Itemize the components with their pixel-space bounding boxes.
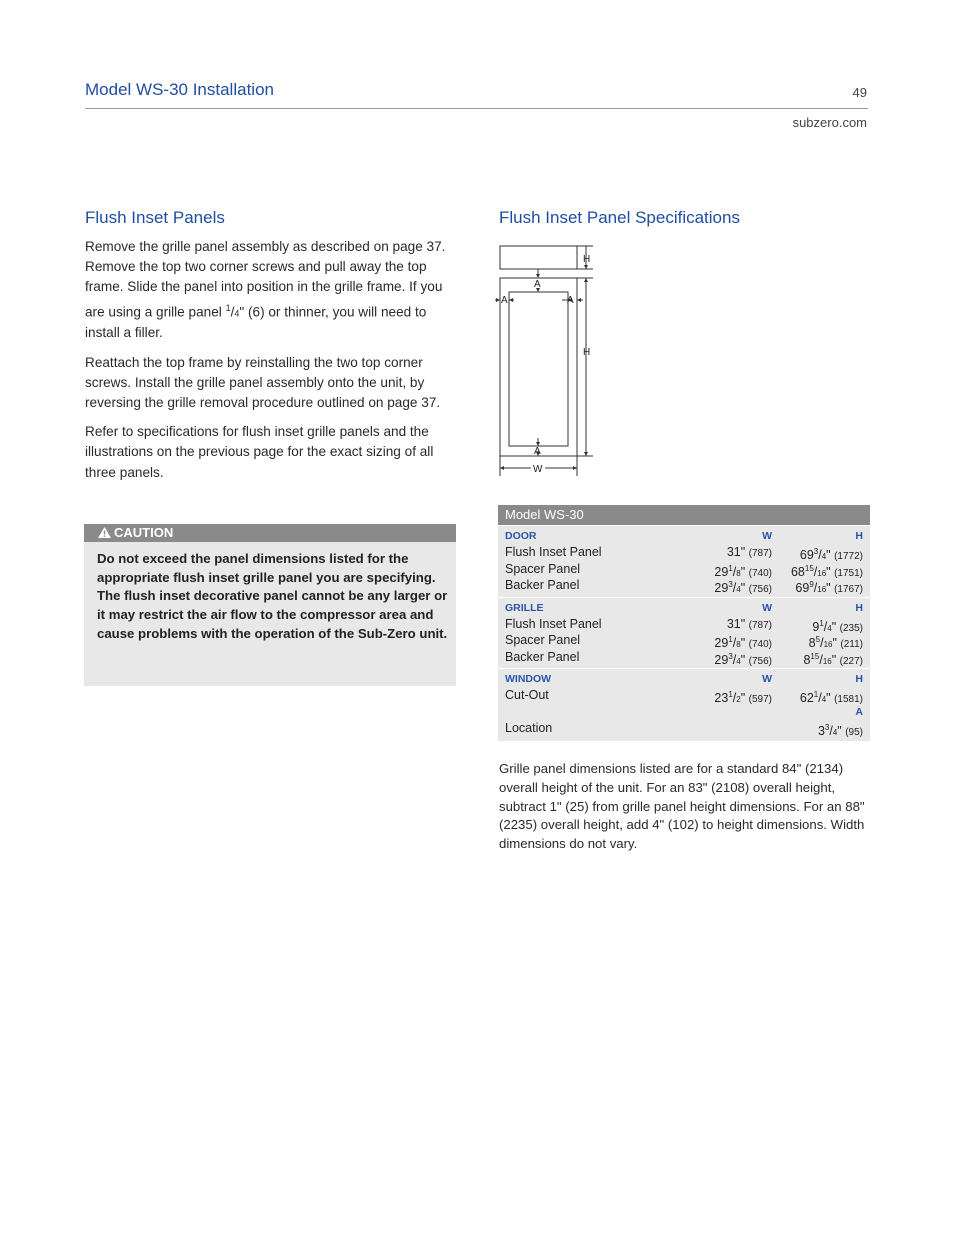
height-value: $8^5/16$" (211)	[808, 635, 863, 651]
spec-rows	[505, 544, 863, 594]
table-row	[505, 632, 863, 649]
fraction-denominator: 4	[234, 308, 240, 319]
instructions-paragraph-2: Reattach the top frame by reinstalling the two top corner screws. Install the grille panel assembly onto the unit, by reversing the grille removal procedure outlined on page 37.	[85, 354, 441, 410]
col-header-w: W	[762, 530, 772, 542]
location-value: $3^3/4$" (95)	[817, 722, 863, 738]
group-label: WINDOW	[505, 673, 552, 685]
table-row	[505, 616, 863, 633]
dim-label-h-door: H	[583, 347, 591, 358]
panel-dimension-diagram	[495, 240, 605, 480]
spec-group-grille	[498, 598, 870, 669]
col-header-h: H	[855, 601, 863, 614]
height-value: $9^1/4$" (235)	[812, 618, 863, 634]
section-heading-flush-inset-panels: Flush Inset Panels	[85, 208, 225, 227]
col-header-h: H	[855, 673, 863, 685]
page-number: 49	[852, 85, 867, 100]
window-cutout-outline	[509, 292, 568, 446]
row-label: Flush Inset Panel	[505, 545, 602, 559]
col-header-a: A	[855, 705, 863, 718]
col-header-h: H	[855, 530, 863, 542]
instructions-body	[85, 237, 460, 492]
spec-table	[498, 505, 870, 741]
spec-rows	[505, 616, 863, 666]
instructions-paragraph-1: Remove the grille panel assembly as described on page 37. Remove the top two corner screws and pull away the top frame. Slide the panel into position in the grille frame. If you are using a grille panel $^1$/4" (6) or thinner, you will need to install a filler.	[85, 239, 446, 341]
width-value: 31" (787)	[726, 616, 772, 631]
caution-header	[84, 524, 456, 542]
table-row-cutout	[505, 687, 863, 704]
height-value: $69^9/16$" (1767)	[795, 580, 863, 596]
width-value: $23^1/2$" (597)	[714, 690, 772, 706]
col-header-w: W	[762, 673, 772, 685]
row-label: Cut-Out	[505, 688, 549, 702]
row-label: Backer Panel	[505, 649, 580, 664]
paragraph-text: " (6) or thinner, you will need to install a filler.	[85, 304, 427, 341]
paragraph-text: Remove the grille panel assembly as described on page 37. Remove the top two corner screws and pull away the top frame. Slide the panel into position in the grille frame. If you are using a grille panel	[85, 239, 446, 320]
width-value: $29^1/8$" (740)	[714, 563, 772, 579]
instructions-paragraph-3: Refer to specifications for flush inset grille panels and the illustrations on the previous page for the exact sizing of all three panels.	[85, 424, 434, 480]
dimension-note: Grille panel dimensions listed are for a standard 84" (2134) overall height of the unit. For an 83" (2108) overall height, subtract 1" (25) from grille panel height dimensions. For an 88" (2235) overall height, add 4" (102) to height dimensions. Width dimensions do not vary.	[499, 761, 865, 852]
spec-group-door	[498, 526, 870, 597]
table-row	[505, 649, 863, 666]
dim-label-h-grille: H	[583, 254, 591, 265]
group-label: GRILLE	[505, 601, 544, 614]
width-value: $29^3/4$" (756)	[714, 651, 772, 667]
dim-label-a-bottom: A	[534, 446, 541, 457]
dim-label-w: W	[533, 464, 543, 475]
table-row	[505, 561, 863, 578]
row-label: Location	[505, 720, 553, 735]
height-value: $8^{15}/16$" (227)	[803, 651, 863, 667]
site-url: subzero.com	[792, 115, 867, 130]
fraction-numerator: 1	[225, 302, 231, 313]
caution-text: Do not exceed the panel dimensions listed for the appropriate flush inset grille panel you are specifying. The flush inset decorative panel cannot be any larger or it may restrict the air flow to the compressor area and cause problems with the operation of the Sub-Zero unit.	[97, 551, 448, 641]
page-header-title: Model WS-30 Installation	[85, 80, 274, 99]
header-divider	[85, 108, 868, 109]
dim-label-a-left: A	[501, 295, 508, 306]
width-value: $29^3/4$" (756)	[714, 580, 772, 596]
spec-group-window	[498, 669, 870, 741]
caution-box	[84, 524, 456, 686]
warning-icon	[98, 524, 111, 542]
section-heading-specifications: Flush Inset Panel Specifications	[499, 208, 740, 227]
spec-table-title: Model WS-30	[498, 505, 870, 525]
dim-label-a-right: A	[567, 295, 574, 306]
row-label: Backer Panel	[505, 578, 580, 592]
dim-label-a-top: A	[534, 279, 541, 290]
row-label: Spacer Panel	[505, 633, 581, 647]
width-value: $29^1/8$" (740)	[714, 635, 772, 651]
col-header-w: W	[762, 601, 772, 614]
height-value: $69^3/4$" (1772)	[799, 547, 863, 563]
row-label: Spacer Panel	[505, 561, 581, 576]
group-label: DOOR	[505, 530, 537, 542]
caution-label: CAUTION	[114, 525, 174, 540]
height-value: $68^{15}/16$" (1751)	[790, 563, 863, 579]
width-value: 31" (787)	[726, 545, 772, 559]
table-row	[505, 544, 863, 561]
grille-panel-outline	[500, 246, 577, 269]
table-row-location	[505, 720, 863, 737]
table-row	[505, 577, 863, 594]
height-value: $62^1/4$" (1581)	[799, 690, 863, 706]
door-panel-outline	[500, 278, 577, 456]
row-label: Flush Inset Panel	[505, 616, 602, 631]
